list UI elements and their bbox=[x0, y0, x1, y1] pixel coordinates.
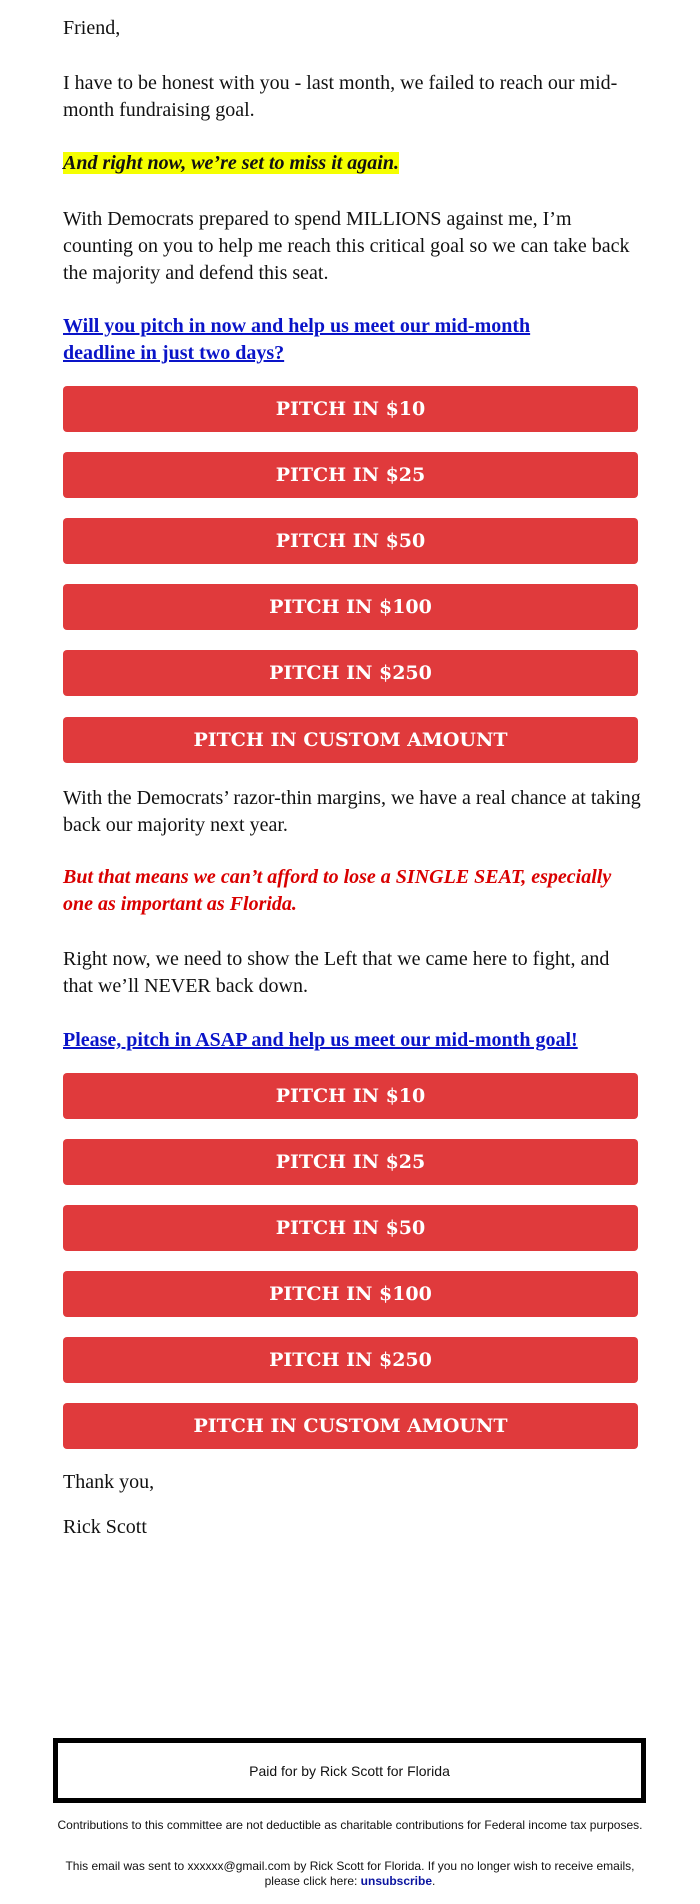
fight-paragraph: Right now, we need to show the Left that we came here to fight, and that we’ll NEVER back down. bbox=[63, 948, 610, 997]
pitch-in-link-2[interactable]: Please, pitch in ASAP and help us meet our mid-month goal! bbox=[63, 1029, 578, 1051]
pitch-25-button-2[interactable]: PITCH IN $25 bbox=[63, 1139, 638, 1185]
signoff: Thank you, bbox=[63, 1471, 155, 1493]
emphasis-paragraph: But that means we can’t afford to lose a SINGLE SEAT, especially one as important as Florida. bbox=[63, 866, 612, 915]
paid-for-text: Paid for by Rick Scott for Florida bbox=[249, 1762, 450, 1779]
pitch-in-link-1[interactable]: Will you pitch in now and help us meet our mid-month deadline in just two days? bbox=[63, 315, 531, 364]
intro-paragraph: I have to be honest with you - last month, we failed to reach our mid-month fundraising goal. bbox=[63, 72, 618, 121]
pitch-custom-button[interactable]: PITCH IN CUSTOM AMOUNT bbox=[63, 717, 638, 763]
sent-to-notice bbox=[55, 1859, 645, 1889]
signature: Rick Scott bbox=[63, 1516, 147, 1538]
pitch-10-button[interactable]: PITCH IN $10 bbox=[63, 386, 638, 432]
pitch-50-button-2[interactable]: PITCH IN $50 bbox=[63, 1205, 638, 1251]
pitch-100-button-2[interactable]: PITCH IN $100 bbox=[63, 1271, 638, 1317]
pitch-100-button[interactable]: PITCH IN $100 bbox=[63, 584, 638, 630]
highlight-paragraph bbox=[63, 150, 643, 177]
pitch-custom-button-2[interactable]: PITCH IN CUSTOM AMOUNT bbox=[63, 1403, 638, 1449]
greeting: Friend, bbox=[63, 17, 121, 39]
pitch-10-button-2[interactable]: PITCH IN $10 bbox=[63, 1073, 638, 1119]
period: . bbox=[432, 1874, 436, 1888]
democrats-paragraph: With Democrats prepared to spend MILLIONS against me, I’m counting on you to help me reach this critical goal so we can take back the majority and defend this seat. bbox=[63, 208, 630, 284]
sent-to-text: This email was sent to xxxxxx@gmail.com by Rick Scott for Florida. If you no longer wish to receive emails, please click here: bbox=[65, 1859, 635, 1888]
pitch-25-button[interactable]: PITCH IN $25 bbox=[63, 452, 638, 498]
pitch-50-button[interactable]: PITCH IN $50 bbox=[63, 518, 638, 564]
unsubscribe-link[interactable]: unsubscribe bbox=[360, 1874, 433, 1888]
link-paragraph-1 bbox=[63, 313, 583, 367]
pitch-250-button[interactable]: PITCH IN $250 bbox=[63, 650, 638, 696]
highlighted-text: And right now, we’re set to miss it again. bbox=[63, 152, 399, 174]
link-paragraph-2 bbox=[63, 1027, 643, 1054]
paid-for-box bbox=[53, 1738, 646, 1803]
tax-disclaimer: Contributions to this committee are not deductible as charitable contributions for Federal income tax purposes. bbox=[57, 1818, 643, 1832]
pitch-250-button-2[interactable]: PITCH IN $250 bbox=[63, 1337, 638, 1383]
margins-paragraph: With the Democrats’ razor-thin margins, we have a real chance at taking back our majority next year. bbox=[63, 787, 641, 836]
